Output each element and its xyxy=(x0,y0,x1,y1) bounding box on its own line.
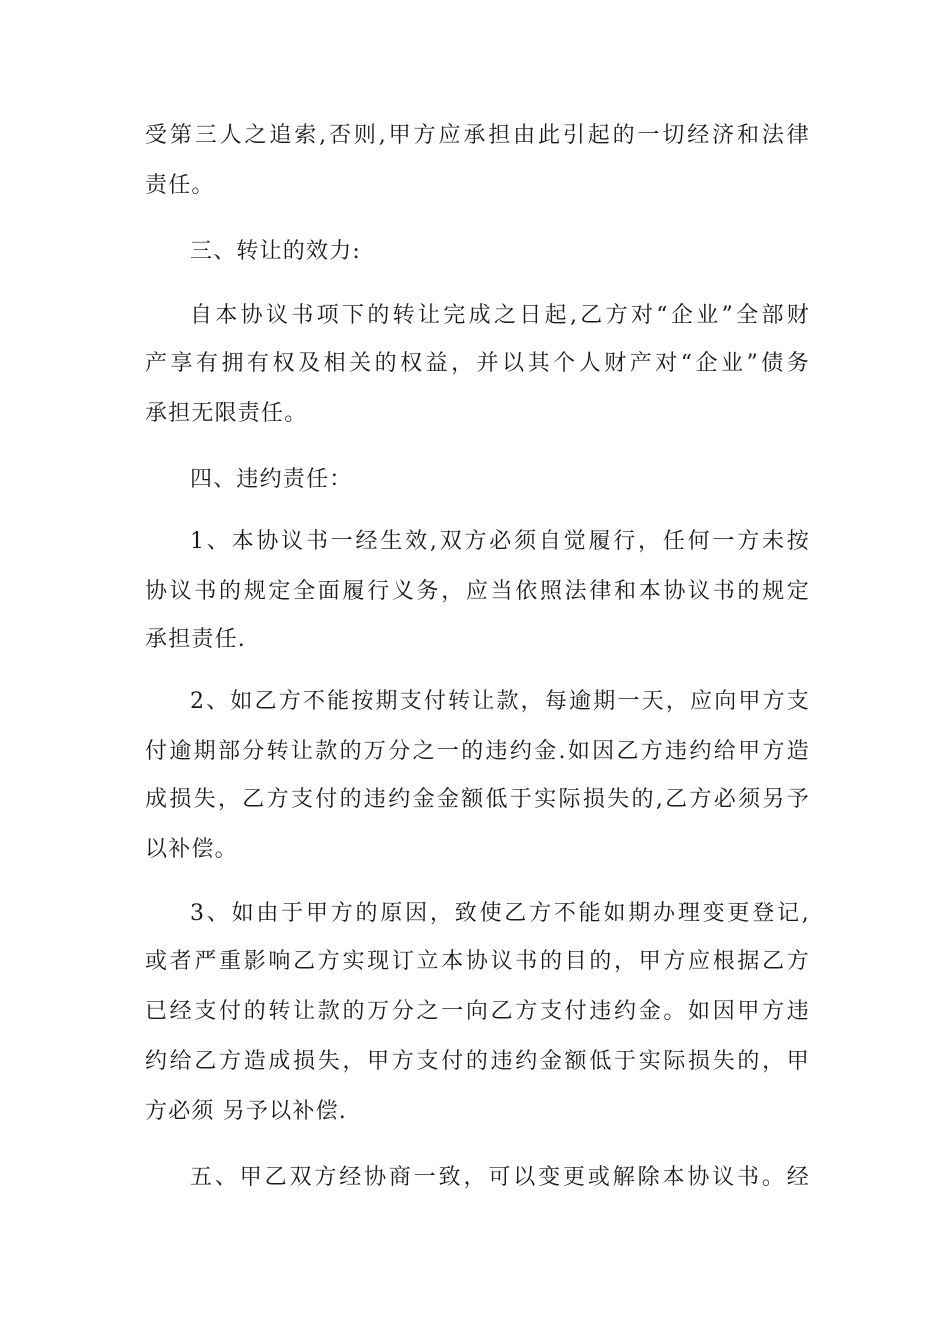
text-line: 承担责任. xyxy=(145,627,246,652)
text-line: 责任。 xyxy=(145,173,215,198)
section-heading: 四、违约责任： xyxy=(190,467,353,492)
text-line: 已经支付的转让款的万分之一向乙方支付违约金。如因甲方违 xyxy=(145,999,810,1024)
text-line: 3、如由于甲方的原因，致使乙方不能如期办理变更登记, xyxy=(190,901,810,926)
text-line: 五、甲乙双方经协商一致，可以变更或解除本协议书。经 xyxy=(190,1165,810,1190)
text-line: 付逾期部分转让款的万分之一的违约金.如因乙方违约给甲方造 xyxy=(145,739,810,764)
text-line: 方必须 另予以补偿. xyxy=(145,1099,347,1124)
text-line: 约给乙方造成损失，甲方支付的违约金额低于实际损失的，甲 xyxy=(145,1049,810,1074)
text-line: 2、如乙方不能按期支付转让款，每逾期一天，应向甲方支 xyxy=(190,689,810,714)
text-line: 自本协议书项下的转让完成之日起,乙方对“企业”全部财 xyxy=(190,303,810,328)
text-line: 或者严重影响乙方实现订立本协议书的目的，甲方应根据乙方 xyxy=(145,949,810,974)
text-line: 以补偿。 xyxy=(145,837,238,862)
text-line: 成损失，乙方支付的违约金金额低于实际损失的,乙方必须另予 xyxy=(145,787,810,812)
text-line: 承担无限责任。 xyxy=(145,401,308,426)
text-line: 受第三人之追索,否则,甲方应承担由此引起的一切经济和法律 xyxy=(145,123,810,148)
section-heading: 三、转让的效力: xyxy=(190,239,362,264)
text-line: 产享有拥有权及相关的权益，并以其个人财产对“企业”债务 xyxy=(145,351,810,376)
text-line: 协议书的规定全面履行义务，应当依照法律和本协议书的规定 xyxy=(145,579,810,604)
text-line: 1、本协议书一经生效,双方必须自觉履行，任何一方未按 xyxy=(190,529,810,554)
